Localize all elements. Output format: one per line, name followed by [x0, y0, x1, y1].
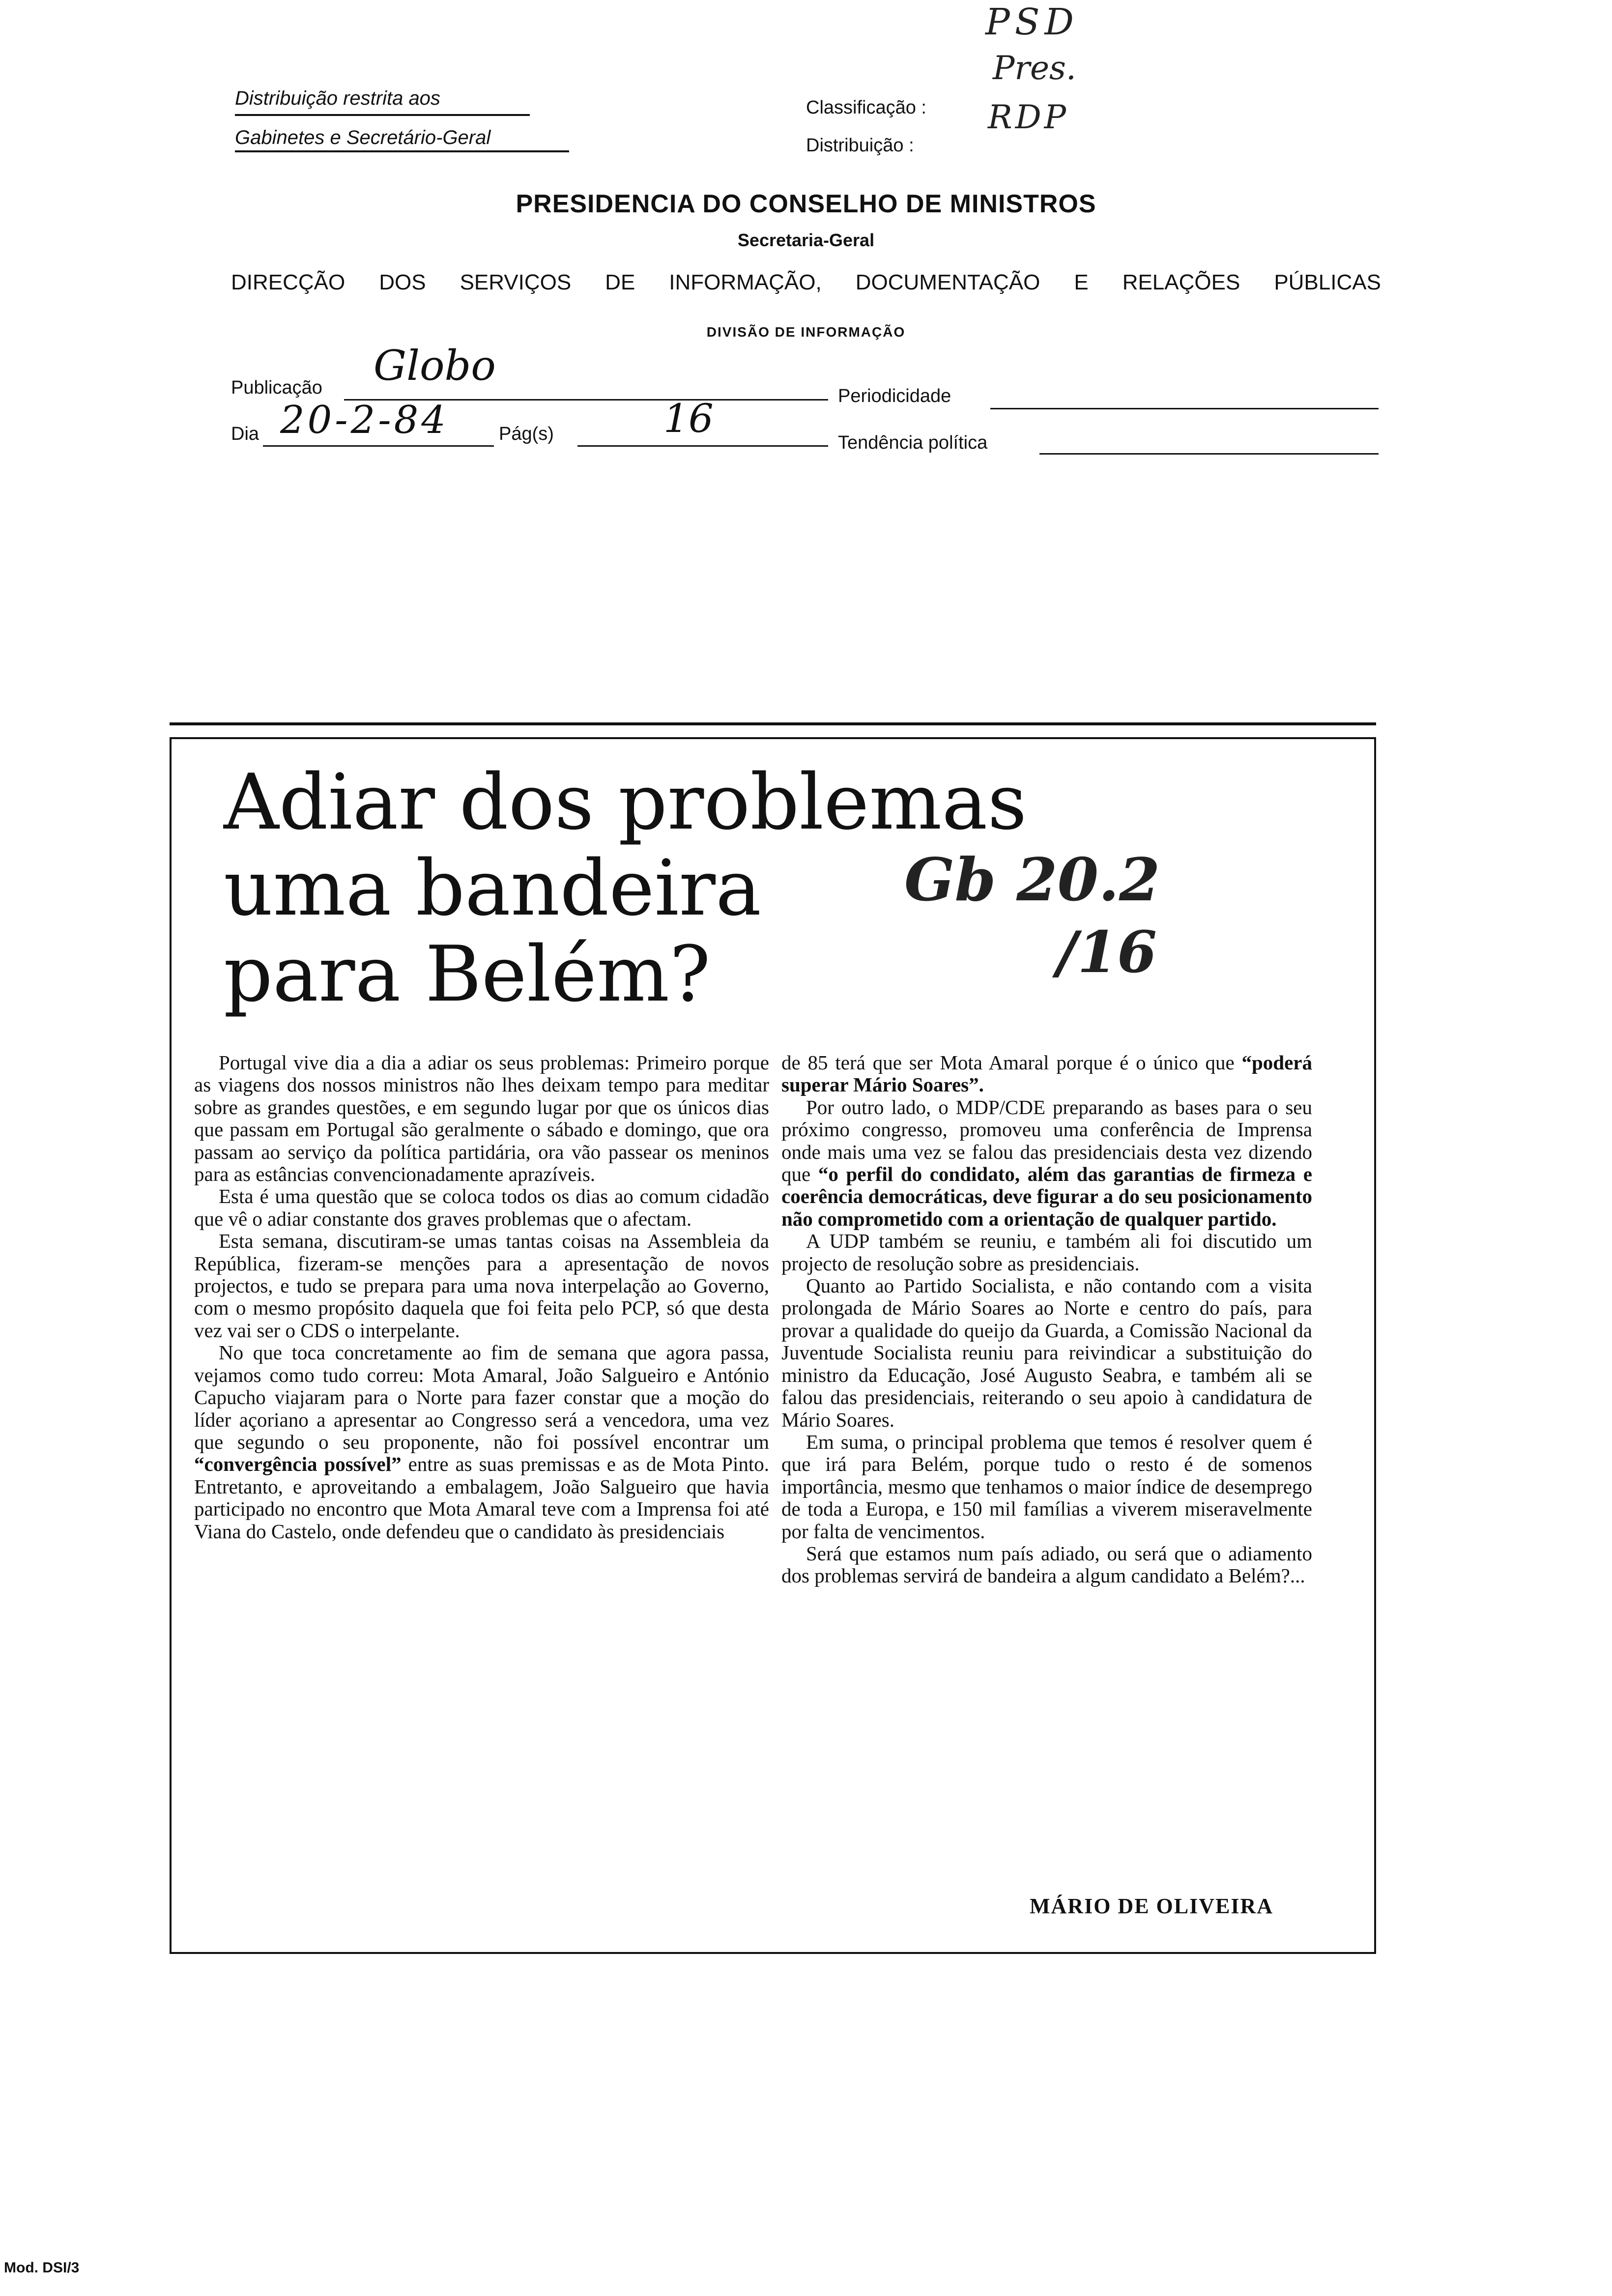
clipping-top-rule — [170, 722, 1376, 725]
paragraph: A UDP também se reuniu, e também ali foi discutido um projecto de resolução sobre as presidenciais. — [781, 1230, 1312, 1275]
distribuicao-label: Distribuição : — [806, 135, 914, 156]
quote-convergencia: “convergência possível” — [194, 1453, 402, 1476]
article-column-1 — [194, 1052, 769, 1543]
headline-line: para Belém? — [224, 929, 711, 1019]
direccao-word: RELAÇÕES — [1122, 270, 1240, 294]
paragraph-text: entre as suas premissas e as de Mota Pinto. Entretanto, e aproveitando a embalagem, João Salgueiro que havia participado no encontro que Mota Amaral teve com a Imprensa foi até Viana do Castelo, onde defendeu que o candidato às presidenciais — [194, 1453, 770, 1543]
paragraph: Esta é uma questão que se coloca todos os dias ao comum cidadão que vê o adiar constante dos graves problemas que o afectam. — [194, 1185, 769, 1230]
distribution-line-1: Distribuição restrita aos — [235, 87, 440, 109]
quote-superar: “poderá superar Mário Soares”. — [781, 1051, 1312, 1096]
direccao-word: E — [1074, 270, 1089, 294]
publicacao-value: Globo — [374, 342, 496, 390]
direccao-word: SERVIÇOS — [460, 270, 572, 294]
pags-label: Pág(s) — [499, 424, 554, 444]
paragraph: Quanto ao Partido Socialista, e não contando com a visita prolongada de Mário Soares ao Norte e centro do país, para provar a qualidade do queijo da Guarda, a Comissão Nacional da Juventude Socialista reuniu para reivindicar a substituição do ministro da Educação, José Augusto Seabra, e também ali se falou das presidenciais, reiterando o seu apoio à candidatura de Mário Soares. — [781, 1274, 1312, 1431]
distribution-line-2: Gabinetes e Secretário-Geral — [235, 127, 491, 148]
paragraph: Será que estamos num país adiado, ou será que o adiamento dos problemas servirá de bandeira a algum candidato a Belém?... — [781, 1542, 1312, 1587]
header-divisao: DIVISÃO DE INFORMAÇÃO — [706, 324, 906, 340]
paragraph-text: Por outro lado, o MDP/CDE preparando as bases para o seu próximo congresso, promoveu uma conferência de Imprensa onde mais uma vez se falou das presidenciais desta vez dizendo que — [781, 1095, 1312, 1186]
headline-line: Adiar dos problemas — [224, 757, 1027, 847]
article-column-2 — [781, 1052, 1312, 1587]
margin-page: /16 — [1057, 919, 1157, 986]
paragraph — [194, 1342, 769, 1543]
quote-perfil: “o perfil do condidato, além das garantias de firmeza e coerência democráticas, deve figurar a do seu posicionamento não comprometido com a orientação de qualquer partido. — [781, 1163, 1313, 1230]
direccao-word: DE — [605, 270, 635, 294]
distribution-underline-2 — [235, 150, 569, 152]
paragraph: Esta semana, discutiram-se umas tantas coisas na Assembleia da República, fizeram-se menções para a apresentação de novos projectos, e tudo se prepara para uma nova interpelação ao Governo, com o mesmo propósito daquela que foi feita pelo PCP, só que desta vez vai ser o CDS o interpelante. — [194, 1230, 769, 1342]
paragraph — [781, 1096, 1312, 1230]
paragraph-text: No que toca concretamente ao fim de semana que agora passa, vejamos como tudo correu: Mota Amaral, João Salgueiro e António Capucho viajaram para o Norte para fazer constar que a moção do líder açoriano a apresentar ao Congresso será a vencedora, uma vez que segundo o seu proponente, não foi possível encontrar um — [194, 1341, 769, 1453]
direccao-word: PÚBLICAS — [1274, 270, 1381, 294]
tendencia-label: Tendência política — [838, 432, 988, 453]
distribution-underline-1 — [235, 114, 530, 116]
direccao-word: DIRECÇÃO — [231, 270, 345, 294]
pags-line — [577, 445, 828, 447]
periodicidade-line — [990, 408, 1379, 409]
form-code: Mod. DSI/3 — [4, 2260, 80, 2276]
dia-line — [263, 445, 494, 447]
header-title: PRESIDENCIA DO CONSELHO DE MINISTROS — [516, 190, 1096, 218]
header-subtitle: Secretaria-Geral — [737, 230, 875, 250]
paragraph: Em suma, o principal problema que temos é resolver quem é que irá para Belém, porque tudo o resto é de somenos importância, mesmo que tenhamos o maior índice de desemprego de toda a Europa, e 150 mil famílias a viverem miseravelmente por falta de vencimentos. — [781, 1430, 1312, 1543]
article-author: MÁRIO DE OLIVEIRA — [1030, 1894, 1274, 1918]
paragraph — [781, 1052, 1312, 1096]
classificacao-label: Classificação : — [806, 97, 926, 118]
direccao-word: DOS — [379, 270, 426, 294]
direccao-word: DOCUMENTAÇÃO — [855, 270, 1040, 294]
pags-value: 16 — [663, 396, 714, 441]
margin-note: Gb 20.2 — [904, 845, 1160, 915]
dia-value: 20-2-84 — [280, 398, 449, 442]
header-direccao — [231, 270, 1381, 295]
periodicidade-label: Periodicidade — [838, 386, 951, 406]
annotation-rdp: RDP — [988, 98, 1069, 136]
headline-line: uma bandeira — [224, 843, 761, 933]
annotation-pres: Pres. — [993, 49, 1076, 87]
paragraph-text: de 85 terá que ser Mota Amaral porque é o único que — [781, 1051, 1235, 1074]
tendencia-line — [1039, 453, 1379, 455]
direccao-word: INFORMAÇÃO, — [669, 270, 822, 294]
annotation-psd: PSD — [985, 1, 1079, 43]
dia-label: Dia — [231, 424, 259, 444]
paragraph: Portugal vive dia a dia a adiar os seus problemas: Primeiro porque as viagens dos nossos ministros não lhes deixam tempo para meditar sobre as grandes questões, e em segundo lugar por que os únicos dias que passam em Portugal são geralmente o sábado e domingo, que ora passam ao serviço da política partidária, ora vão passear os meninos para as estâncias convencionadamente aprazíveis. — [194, 1051, 769, 1186]
publicacao-label: Publicação — [231, 377, 322, 398]
